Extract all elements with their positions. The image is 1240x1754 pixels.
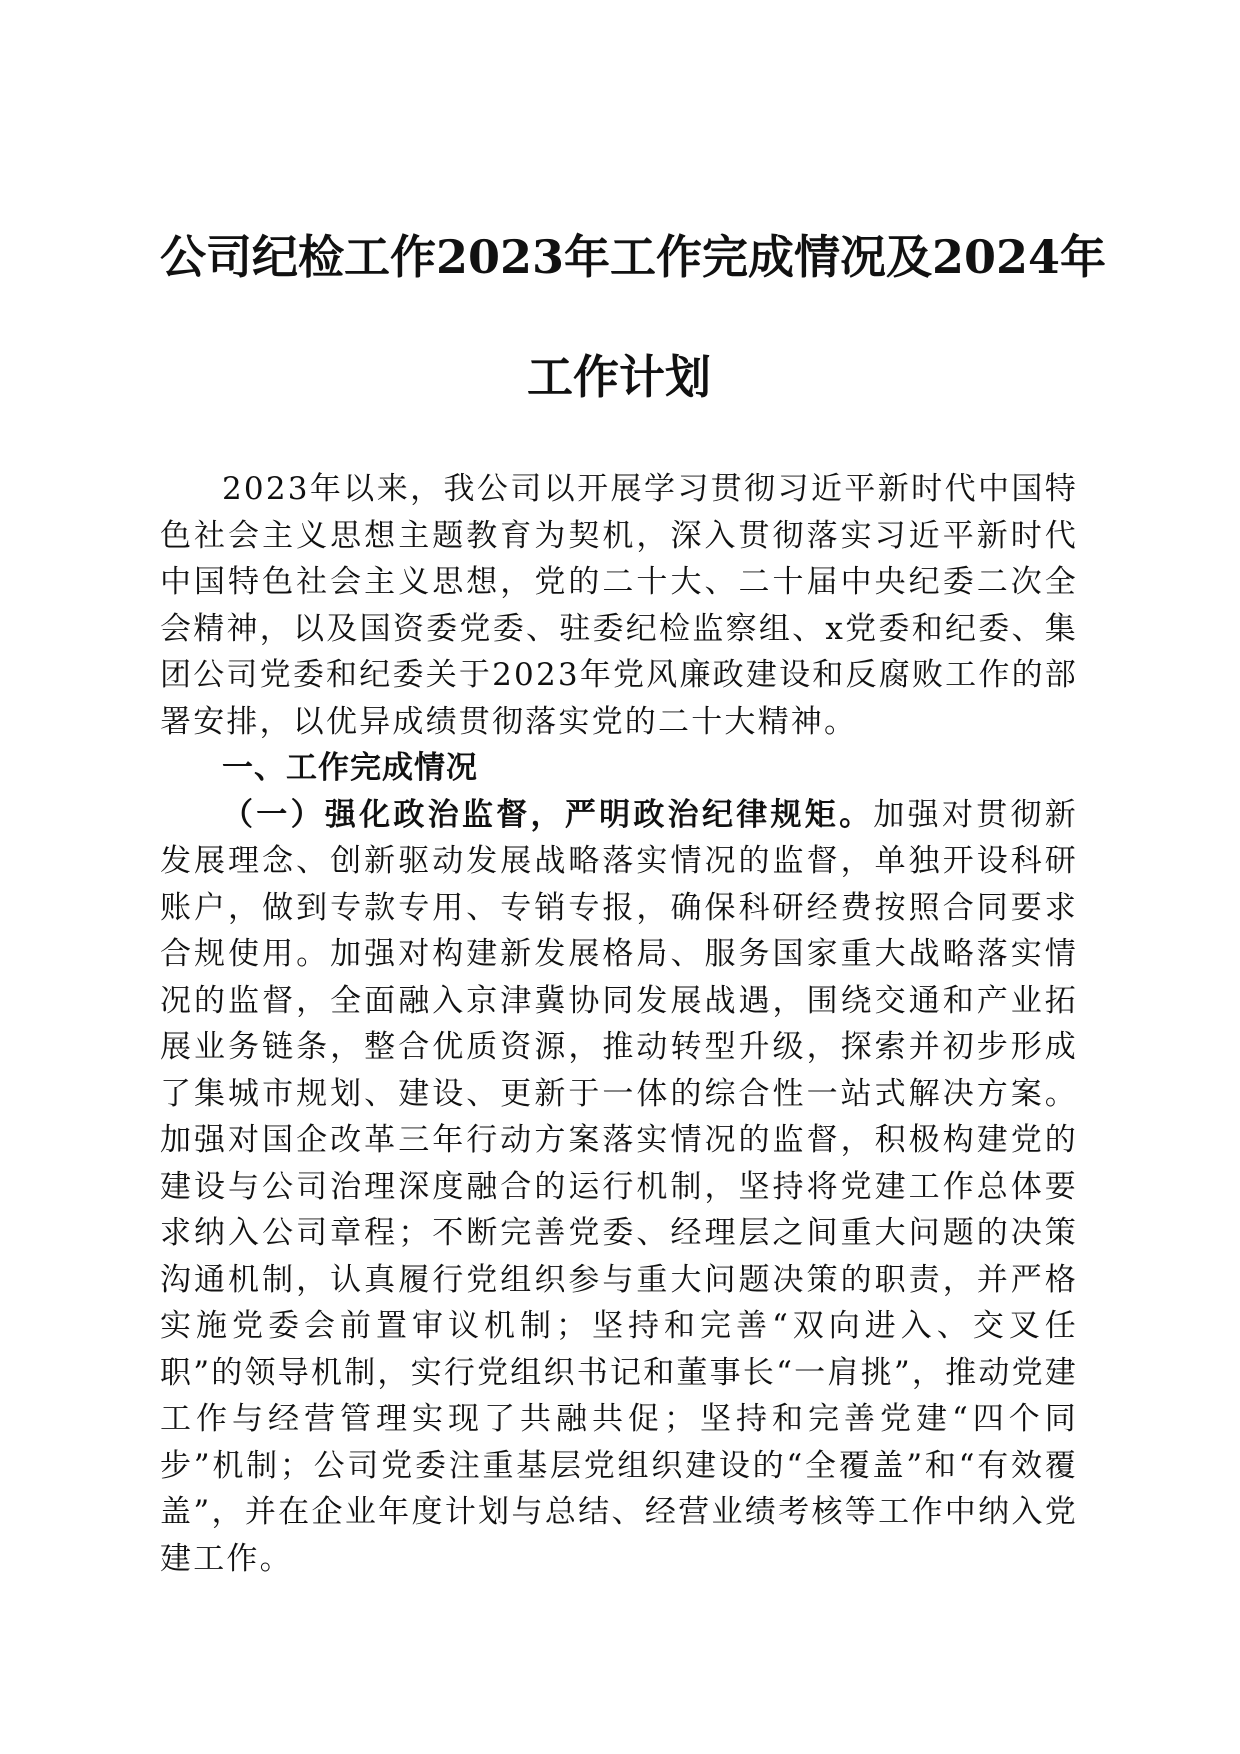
document-title-line-1: 公司纪检工作2023年工作完成情况及2024年: [160, 230, 1107, 284]
subsection-paragraph-political-supervision: [160, 792, 1078, 1583]
intro-paragraph: 2023年以来，我公司以开展学习贯彻习近平新时代中国特色社会主义思想主题教育为契机，深入贯彻落实习近平新时代中国特色社会主义思想，党的二十大、二十届中央纪委二次全会精神，以及国资委党委、驻委纪检监察组、x党委和纪委、集团公司党委和纪委关于2023年党风廉政建设和反腐败工作的部署安排，以优异成绩贯彻落实党的二十大精神。: [160, 471, 1078, 740]
document-body: [160, 466, 1078, 1582]
document-title-line-2: 工作计划: [527, 350, 711, 404]
section-heading-work-completion: 一、工作完成情况: [222, 750, 478, 786]
subsection-heading-political-supervision: （一）强化政治监督，严明政治纪律规矩。: [222, 796, 874, 833]
subsection-body-political-supervision: 加强对贯彻新发展理念、创新驱动发展战略落实情况的监督，单独开设科研账户，做到专款专用、专销专报，确保科研经费按照合同要求合规使用。加强对构建新发展格局、服务国家重大战略落实情况的监督，全面融入京津冀协同发展战遇，围绕交通和产业拓展业务链条，整合优质资源，推动转型升级，探索并初步形成了集城市规划、建设、更新于一体的综合性一站式解决方案。加强对国企改革三年行动方案落实情况的监督，积极构建党的建设与公司治理深度融合的运行机制，坚持将党建工作总体要求纳入公司章程；不断完善党委、经理层之间重大问题的决策沟通机制，认真履行党组织参与重大问题决策的职责，并严格实施党委会前置审议机制；坚持和完善“双向进入、交叉任职”的领导机制，实行党组织书记和董事长“一肩挑”，推动党建工作与经营管理实现了共融共促；坚持和完善党建“四个同步”机制；公司党委注重基层党组织建设的“全覆盖”和“有效覆盖”，并在企业年度计划与总结、经营业绩考核等工作中纳入党建工作。: [160, 796, 1078, 1577]
